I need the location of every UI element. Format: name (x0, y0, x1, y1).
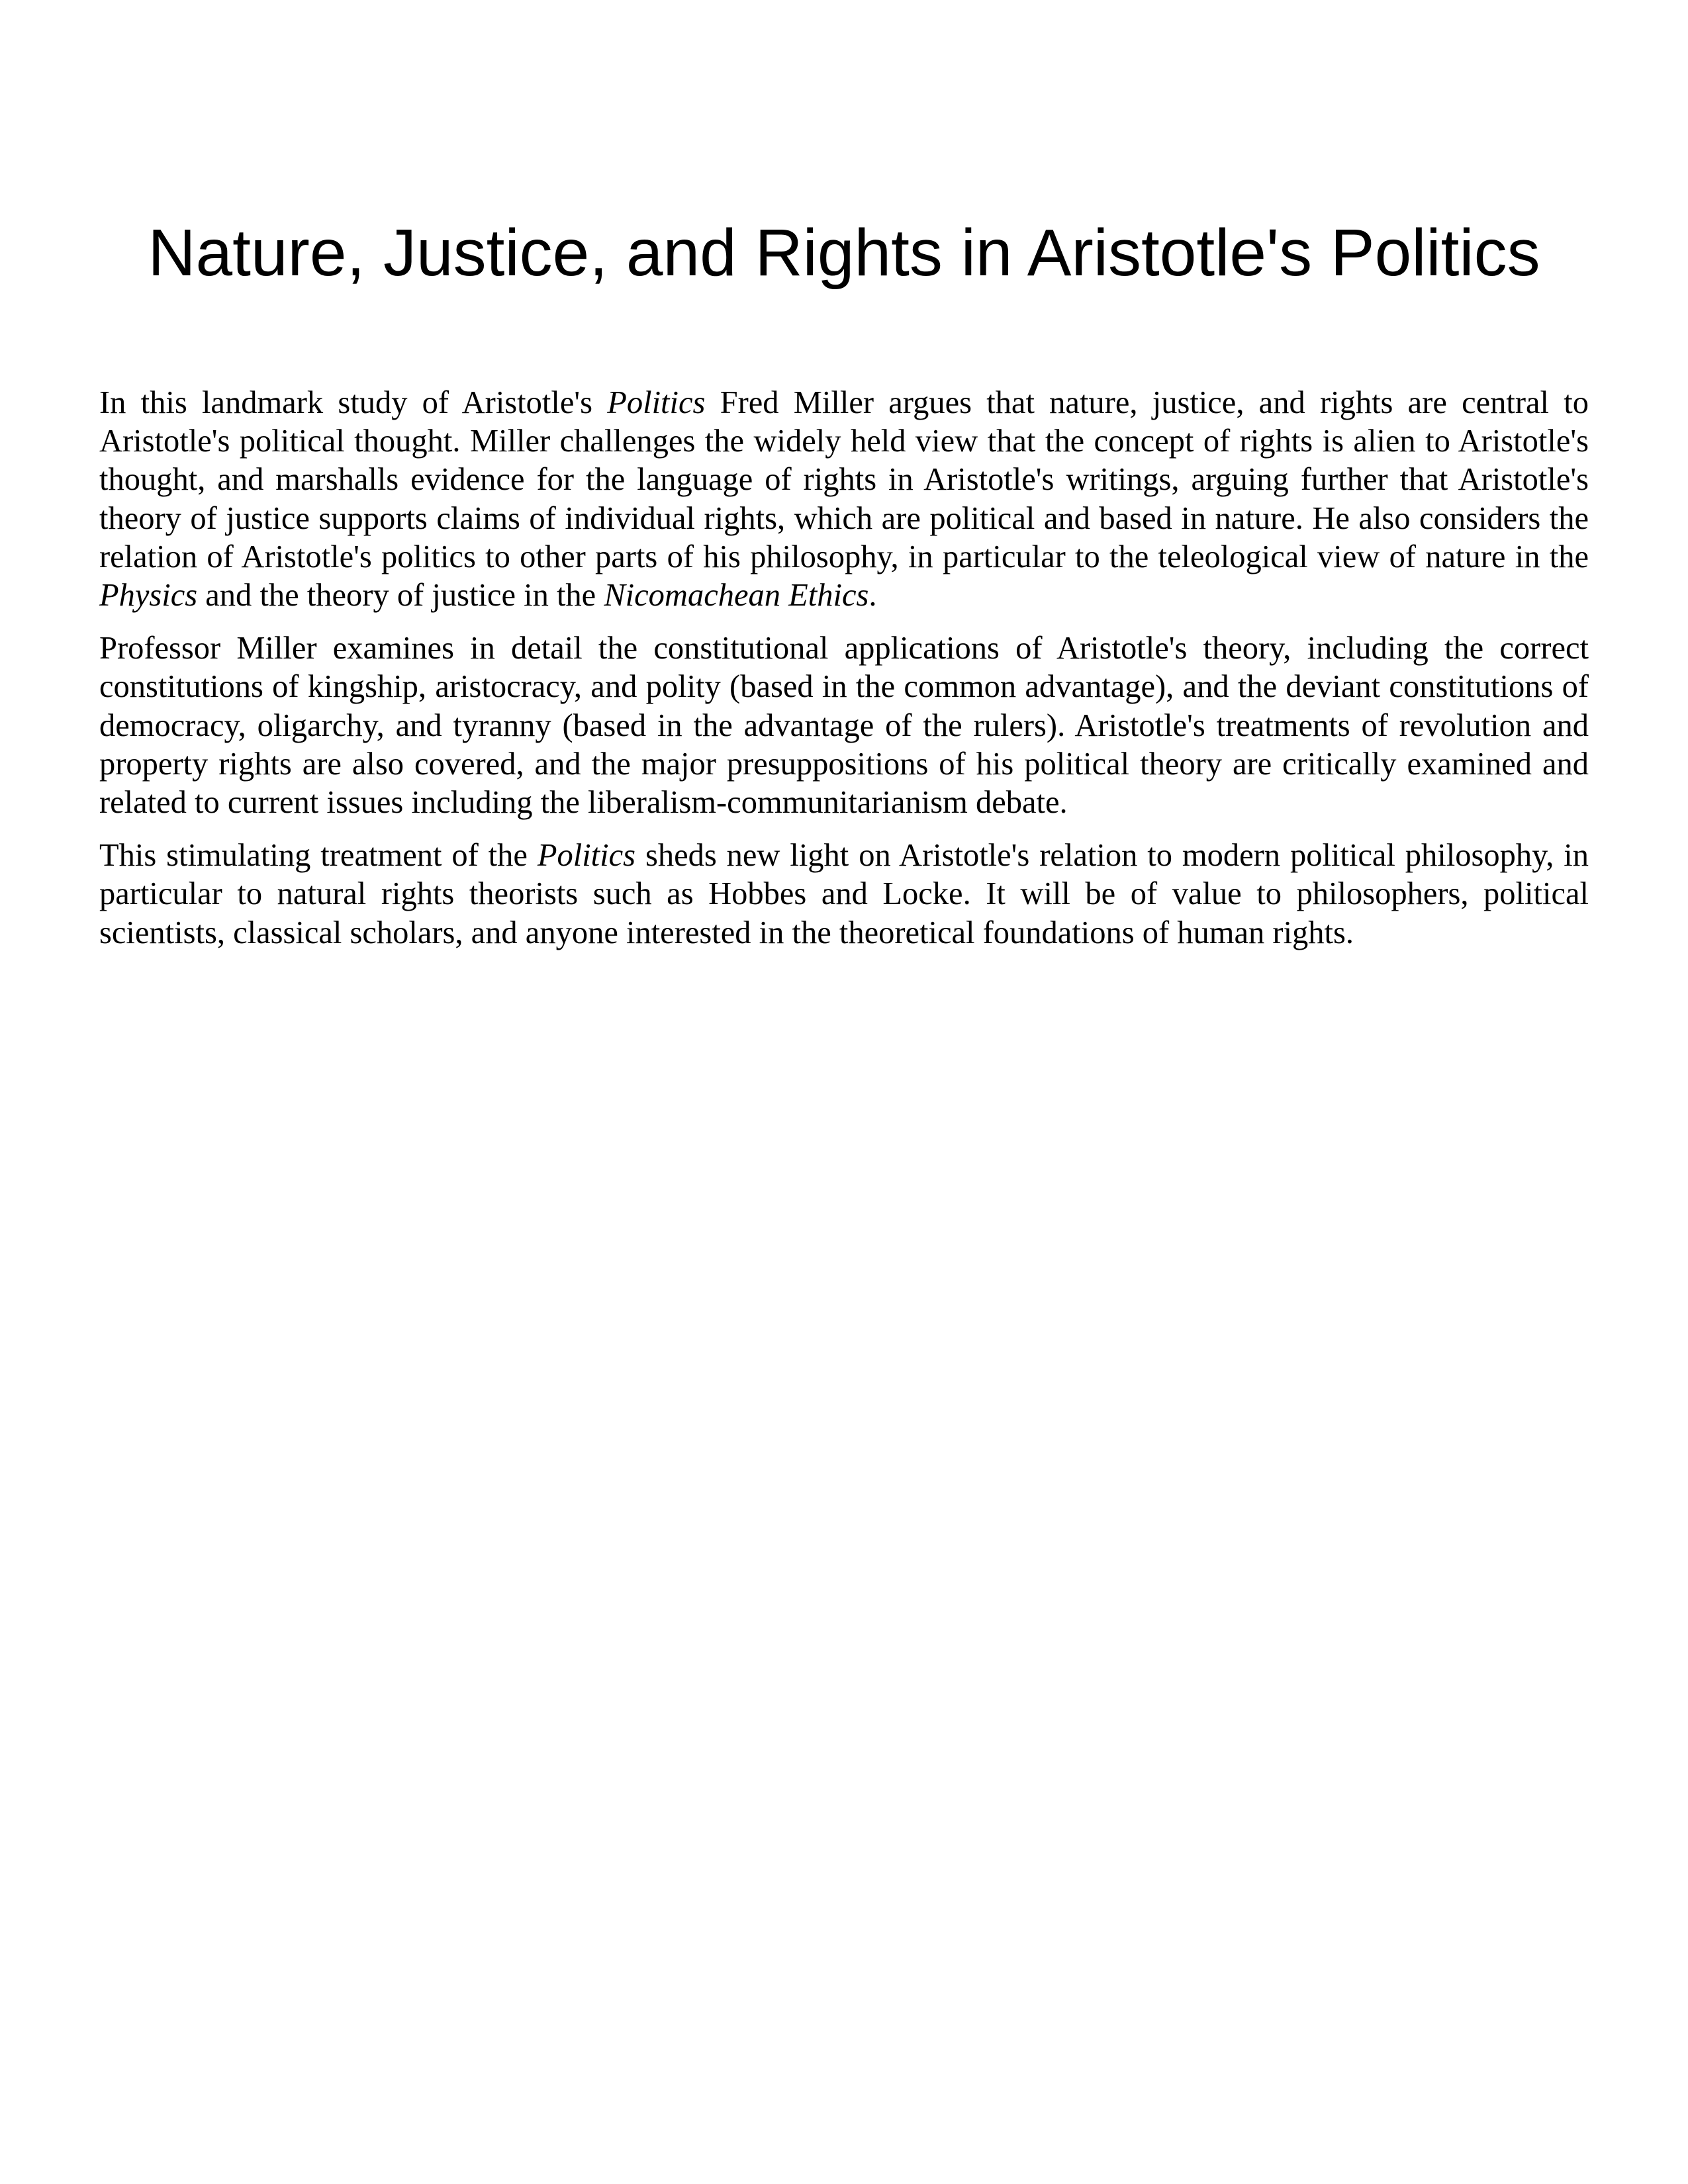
paragraph-intro-text-4: . (868, 578, 877, 614)
paragraph-conclusion-text-2: sheds new light on Aristotle's relation to modern political philosophy, in particular to natural rights theorists such as Hobbes and Locke. It will be of value to philosophers, political scientists, classical scholars, and anyone interested in the theoretical foundations of human rights. (99, 838, 1589, 950)
paragraph-intro-text-3: and the theory of justice in the (197, 578, 604, 614)
nicomachean-ethics-title-italic: Nicomachean Ethics (604, 578, 869, 614)
paragraph-intro-text-2: Fred Miller argues that nature, justice, and rights are central to Aristotle's political thought. Miller challenges the widely held view that the concept of rights is alien to Aristotle's thought, and marshalls evidence for the language of rights in Aristotle's writings, arguing further that Aristotle's theory of justice supports claims of individual rights, which are political and based in nature. He also considers the relation of Aristotle's politics to other parts of his philosophy, in particular to the teleological view of nature in the (99, 385, 1589, 574)
paragraph-constitutions: Professor Miller examines in detail the constitutional applications of Aristotle's theory, including the correct constitutions of kingship, aristocracy, and polity (based in the common advantage), and the deviant constitutions of democracy, oligarchy, and tyranny (based in the advantage of the rulers). Aristotle's treatments of revolution and property rights are also covered, and the major presuppositions of his political theory are critically examined and related to current issues including the liberalism-communitarianism debate. (99, 631, 1589, 821)
politics-title-italic-2: Politics (537, 838, 636, 874)
paragraph-intro (99, 384, 1589, 615)
politics-title-italic: Politics (607, 385, 706, 420)
paragraph-intro-text-1: In this landmark study of Aristotle's (99, 385, 608, 420)
paragraph-conclusion (99, 837, 1589, 952)
physics-title-italic: Physics (99, 578, 198, 614)
document-title: Nature, Justice, and Rights in Aristotle's Politics (148, 216, 1540, 290)
document-body (99, 384, 1589, 967)
paragraph-conclusion-text-1: This stimulating treatment of the (99, 838, 538, 874)
